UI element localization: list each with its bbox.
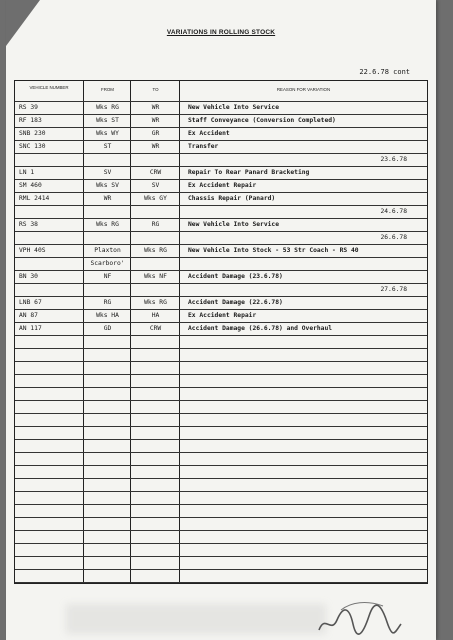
- vehicle-cell: SNC 130: [19, 143, 46, 150]
- blank-row: [15, 401, 427, 414]
- reason-cell: Repair To Rear Panard Bracketing: [179, 167, 427, 179]
- date-row: [15, 154, 427, 167]
- from-cell: [83, 401, 131, 413]
- to-cell: [130, 154, 180, 166]
- reason-cell: [179, 427, 427, 439]
- from-cell: Wks WY: [83, 128, 131, 140]
- from-cell: [83, 284, 131, 296]
- reason-cell: Accident Damage (22.6.78): [179, 297, 427, 309]
- from-cell: [83, 232, 131, 244]
- from-cell: [83, 505, 131, 517]
- document-page: [6, 0, 436, 640]
- to-cell: WR: [130, 102, 180, 114]
- date-cell: 24.6.78: [179, 206, 427, 218]
- blank-row: [15, 505, 427, 518]
- from-cell: [83, 479, 131, 491]
- reason-cell: [179, 466, 427, 478]
- from-cell: [83, 518, 131, 530]
- from-cell: [83, 466, 131, 478]
- date-cell: 27.6.78: [179, 284, 427, 296]
- from-cell: Scarboro': [83, 258, 131, 270]
- to-cell: WR: [130, 141, 180, 153]
- reason-cell: [179, 557, 427, 569]
- header-reason: REASON FOR VARIATION: [179, 81, 427, 101]
- vehicle-cell: [15, 531, 83, 543]
- blank-row: [15, 336, 427, 349]
- vehicle-cell: [15, 375, 83, 387]
- blank-row: [15, 349, 427, 362]
- vehicle-cell: LNB 67: [19, 299, 42, 306]
- reason-cell: [179, 401, 427, 413]
- vehicle-cell: [15, 401, 83, 413]
- to-cell: [130, 349, 180, 361]
- blank-row: [15, 453, 427, 466]
- from-cell: [83, 544, 131, 556]
- blank-row: [15, 479, 427, 492]
- from-cell: NF: [83, 271, 131, 283]
- vehicle-cell: [15, 284, 83, 296]
- vehicle-cell: [15, 336, 83, 348]
- variations-table: [14, 80, 428, 584]
- to-cell: [130, 570, 180, 582]
- reason-cell: Ex Accident Repair: [179, 310, 427, 322]
- reason-cell: [179, 375, 427, 387]
- table-row: [15, 115, 427, 128]
- from-cell: SV: [83, 167, 131, 179]
- date-row: [15, 232, 427, 245]
- to-cell: [130, 284, 180, 296]
- table-row: [15, 193, 427, 206]
- from-cell: [83, 427, 131, 439]
- date-cell: 26.6.78: [179, 232, 427, 244]
- vehicle-cell: [15, 349, 83, 361]
- to-cell: [130, 258, 180, 270]
- vehicle-cell: [15, 388, 83, 400]
- to-cell: Wks RG: [130, 297, 180, 309]
- from-cell: [83, 349, 131, 361]
- to-cell: CRW: [130, 167, 180, 179]
- blank-row: [15, 466, 427, 479]
- vehicle-cell: BN 30: [19, 273, 38, 280]
- reason-cell: [179, 440, 427, 452]
- table-row: [15, 258, 427, 271]
- table-row: [15, 323, 427, 336]
- from-cell: [83, 362, 131, 374]
- vehicle-cell: SM 460: [19, 182, 42, 189]
- vehicle-cell: RS 38: [19, 221, 38, 228]
- from-cell: [83, 414, 131, 426]
- signature-scribble: [311, 594, 403, 638]
- blank-row: [15, 518, 427, 531]
- vehicle-cell: RML 2414: [19, 195, 50, 202]
- to-cell: [130, 388, 180, 400]
- to-cell: HA: [130, 310, 180, 322]
- from-cell: [83, 531, 131, 543]
- reason-cell: Ex Accident: [179, 128, 427, 140]
- from-cell: RG: [83, 297, 131, 309]
- reason-cell: Accident Damage (26.6.78) and Overhaul: [179, 323, 427, 335]
- vehicle-cell: [15, 440, 83, 452]
- header-to: TO: [130, 81, 180, 101]
- reason-cell: [179, 349, 427, 361]
- reason-cell: New Vehicle Into Stock - 53 Str Coach - RS 40: [179, 245, 427, 257]
- vehicle-cell: [15, 362, 83, 374]
- reason-cell: [179, 479, 427, 491]
- reason-cell: [179, 388, 427, 400]
- to-cell: [130, 427, 180, 439]
- vehicle-cell: LN 1: [19, 169, 35, 176]
- to-cell: [130, 544, 180, 556]
- date-row: [15, 284, 427, 297]
- to-cell: [130, 505, 180, 517]
- to-cell: RG: [130, 219, 180, 231]
- from-cell: [83, 154, 131, 166]
- vehicle-cell: [15, 570, 83, 582]
- document-title: VARIATIONS IN ROLLING STOCK: [166, 29, 276, 36]
- vehicle-cell: [15, 492, 83, 504]
- page-date: 22.6.78 cont: [359, 68, 410, 76]
- vehicle-cell: [15, 206, 83, 218]
- to-cell: [130, 414, 180, 426]
- reason-cell: [179, 258, 427, 270]
- from-cell: ST: [83, 141, 131, 153]
- blank-row: [15, 362, 427, 375]
- reason-cell: [179, 570, 427, 582]
- reason-cell: [179, 544, 427, 556]
- blank-row: [15, 544, 427, 557]
- reason-cell: Ex Accident Repair: [179, 180, 427, 192]
- vehicle-cell: SNB 230: [19, 130, 46, 137]
- reason-cell: New Vehicle Into Service: [179, 102, 427, 114]
- torn-corner: [6, 0, 40, 46]
- reason-cell: [179, 362, 427, 374]
- vehicle-cell: [15, 466, 83, 478]
- to-cell: [130, 557, 180, 569]
- reason-cell: [179, 453, 427, 465]
- date-row: [15, 206, 427, 219]
- blank-row: [15, 427, 427, 440]
- vehicle-cell: [15, 479, 83, 491]
- header-vehicle-number: VEHICLE NUMBER: [29, 85, 69, 90]
- table-header: [15, 81, 427, 102]
- blank-row: [15, 414, 427, 427]
- reason-cell: Staff Conveyance (Conversion Completed): [179, 115, 427, 127]
- vehicle-cell: RF 183: [19, 117, 42, 124]
- blank-row: [15, 492, 427, 505]
- to-cell: GR: [130, 128, 180, 140]
- from-cell: [83, 492, 131, 504]
- to-cell: [130, 336, 180, 348]
- from-cell: [83, 388, 131, 400]
- from-cell: Wks HA: [83, 310, 131, 322]
- vehicle-cell: [15, 557, 83, 569]
- to-cell: [130, 453, 180, 465]
- vehicle-cell: RS 39: [19, 104, 38, 111]
- to-cell: [130, 466, 180, 478]
- from-cell: Wks RG: [83, 219, 131, 231]
- vehicle-cell: [15, 154, 83, 166]
- to-cell: [130, 375, 180, 387]
- from-cell: [83, 440, 131, 452]
- table-row: [15, 271, 427, 284]
- table-row: [15, 219, 427, 232]
- table-row: [15, 141, 427, 154]
- blank-row: [15, 375, 427, 388]
- to-cell: WR: [130, 115, 180, 127]
- reason-cell: Transfer: [179, 141, 427, 153]
- from-cell: Wks SV: [83, 180, 131, 192]
- blank-row: [15, 388, 427, 401]
- table-row: [15, 128, 427, 141]
- reason-cell: [179, 414, 427, 426]
- to-cell: [130, 479, 180, 491]
- table-row: [15, 310, 427, 323]
- vehicle-cell: [15, 505, 83, 517]
- vehicle-cell: [15, 544, 83, 556]
- vehicle-cell: [15, 453, 83, 465]
- from-cell: [83, 557, 131, 569]
- reason-cell: Chassis Repair (Panard): [179, 193, 427, 205]
- reason-cell: New Vehicle Into Service: [179, 219, 427, 231]
- reason-cell: [179, 505, 427, 517]
- to-cell: [130, 492, 180, 504]
- to-cell: [130, 232, 180, 244]
- vehicle-cell: [15, 518, 83, 530]
- reason-cell: [179, 336, 427, 348]
- from-cell: [83, 570, 131, 582]
- vehicle-cell: AN 117: [19, 325, 42, 332]
- from-cell: WR: [83, 193, 131, 205]
- vehicle-cell: [15, 414, 83, 426]
- table-row: [15, 167, 427, 180]
- table-row: [15, 297, 427, 310]
- from-cell: Plaxton: [83, 245, 131, 257]
- reason-cell: [179, 518, 427, 530]
- to-cell: Wks NF: [130, 271, 180, 283]
- header-from: FROM: [83, 81, 131, 101]
- to-cell: [130, 440, 180, 452]
- blank-row: [15, 440, 427, 453]
- from-cell: Wks RG: [83, 102, 131, 114]
- blank-row: [15, 557, 427, 570]
- to-cell: [130, 518, 180, 530]
- vehicle-cell: [15, 232, 83, 244]
- from-cell: [83, 453, 131, 465]
- reason-cell: Accident Damage (23.6.78): [179, 271, 427, 283]
- from-cell: [83, 375, 131, 387]
- to-cell: [130, 531, 180, 543]
- blank-row: [15, 570, 427, 583]
- date-cell: 23.6.78: [179, 154, 427, 166]
- table-row: [15, 245, 427, 258]
- to-cell: Wks GY: [130, 193, 180, 205]
- table-row: [15, 180, 427, 193]
- from-cell: [83, 336, 131, 348]
- reason-cell: [179, 531, 427, 543]
- blank-row: [15, 531, 427, 544]
- vehicle-cell: [15, 427, 83, 439]
- to-cell: [130, 206, 180, 218]
- faded-smudge: [66, 604, 326, 634]
- reason-cell: [179, 492, 427, 504]
- from-cell: [83, 206, 131, 218]
- table-row: [15, 102, 427, 115]
- vehicle-cell: VPH 40S: [19, 247, 46, 254]
- to-cell: CRW: [130, 323, 180, 335]
- to-cell: SV: [130, 180, 180, 192]
- to-cell: [130, 362, 180, 374]
- from-cell: Wks ST: [83, 115, 131, 127]
- vehicle-cell: AN 87: [19, 312, 38, 319]
- to-cell: Wks RG: [130, 245, 180, 257]
- from-cell: GD: [83, 323, 131, 335]
- to-cell: [130, 401, 180, 413]
- vehicle-cell: [15, 258, 83, 270]
